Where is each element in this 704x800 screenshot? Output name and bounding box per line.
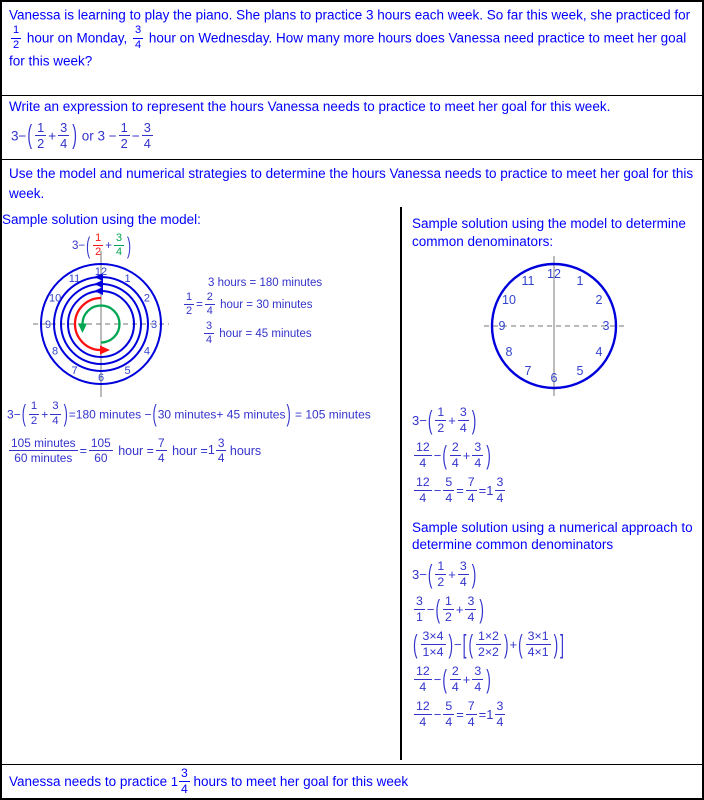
left-equation: 3−( $\frac{1}{2}$ + $\frac{3}{4}$ )=180 minutes −(30 minutes+ 45 minutes) = 105 minutes: [7, 399, 371, 428]
svg-text:10: 10: [48, 292, 62, 305]
svg-text:5: 5: [576, 364, 584, 379]
svg-text:7: 7: [524, 364, 532, 379]
right-model-heading: Sample solution using the model to determine common denominators:: [412, 216, 686, 249]
clock-model-area: [2, 259, 400, 399]
svg-text:1: 1: [124, 272, 131, 285]
solution-columns: [2, 207, 702, 760]
spiral-clock-diagram: [16, 247, 186, 401]
right-numeric-heading: Sample solution using a numerical approach to determine common denominators: [412, 519, 693, 553]
note-line: $\frac{3}{4}$ hour = 45 minutes: [206, 319, 312, 346]
right-equation: 3−( $\frac{1}{2}$ + $\frac{3}{4}$ ): [412, 405, 477, 436]
solutions-row: [2, 159, 702, 764]
right-equation: $\frac{12}{4}$ − $\frac{5}{4}$ = $\frac{7}{4}$ = 1 $\frac{3}{4}$: [416, 475, 504, 505]
svg-text:10: 10: [502, 293, 516, 308]
svg-text:2: 2: [595, 293, 603, 308]
right-equation: $\frac{12}{4}$ − $\frac{5}{4}$ = $\frac{7}{4}$ = 1 $\frac{3}{4}$: [416, 698, 504, 729]
svg-text:3: 3: [150, 318, 158, 331]
left-column-heading: Sample solution using the model:: [2, 212, 201, 228]
svg-text:4: 4: [143, 345, 150, 358]
solutions-header: Use the model and numerical strategies to determine the hours Vanessa needs to practice to meet her goal for this week.: [9, 166, 694, 201]
svg-text:11: 11: [68, 272, 81, 285]
svg-text:1: 1: [576, 274, 584, 289]
svg-text:6: 6: [550, 371, 558, 386]
svg-text:11: 11: [521, 274, 535, 289]
right-equation: ( $\frac{3\times 4}{1\times 4}$ )−[ ( $\frac{1\times 2}{2\times 2}$ )+( $\frac{3\times 1}{4\times 1}$ ) ]: [413, 628, 564, 659]
answer-text: Vanessa needs to practice 1 $\frac{3}{4}$ hours to meet her goal for this week: [9, 766, 409, 796]
answer-row: [2, 764, 702, 798]
svg-text:5: 5: [124, 364, 131, 377]
expression-row: [2, 95, 702, 159]
svg-text:12: 12: [94, 265, 108, 278]
left-expression-math: 3−( $\frac{1}{2}$ + $\frac{3}{4}$ ): [72, 231, 132, 259]
svg-text:3: 3: [602, 319, 610, 334]
right-equation: $\frac{12}{4}$ −( $\frac{2}{4}$ + $\frac{3}{4}$ ): [416, 440, 491, 471]
minute-conversion-notes: [182, 277, 394, 350]
svg-text:12: 12: [547, 267, 561, 282]
right-equation: 3−( $\frac{1}{2}$ + $\frac{3}{4}$ ): [412, 559, 477, 589]
expression-math: 3−( $\frac{1}{2}$ + $\frac{3}{4}$ ) or 3 − $\frac{1}{2}$ − $\frac{3}{4}$: [11, 120, 151, 152]
model-solution-column: [2, 207, 400, 760]
note-line: 3 hours = 180 minutes: [208, 276, 323, 289]
svg-text:8: 8: [52, 345, 59, 358]
denominator-solution-column: [400, 207, 702, 760]
problem-statement-row: [2, 2, 702, 95]
svg-text:9: 9: [498, 319, 506, 334]
right-equation: $\frac{3}{1}$ −( $\frac{1}{2}$ + $\frac{3}{4}$ ): [416, 593, 484, 624]
expression-prompt: Write an expression to represent the hours Vanessa needs to practice to meet her goal for this week.: [9, 99, 611, 114]
left-equation: $\frac{\text{105 minutes}}{\text{60 minutes}}$ = $\frac{105}{60}$ hour = $\frac{7}{4}$ hour = 1 $\frac{3}{4}$ hours: [11, 435, 262, 465]
clock-diagram: [469, 252, 639, 400]
svg-text:6: 6: [97, 371, 105, 384]
svg-text:8: 8: [505, 345, 513, 360]
svg-text:2: 2: [143, 292, 150, 305]
svg-text:9: 9: [44, 318, 52, 331]
svg-text:4: 4: [595, 345, 603, 360]
problem-text: Vanessa is learning to play the piano. She plans to practice 3 hours each week. So far this week, she practiced for $\frac{1}{2}$ hour on Monday, $\frac{3}{4}$ hour on Wednesday. How many more hours does Vanessa need practice to meet her goal for this week?: [9, 7, 691, 70]
right-equation: $\frac{12}{4}$ −( $\frac{2}{4}$ + $\frac{3}{4}$ ): [416, 663, 491, 694]
svg-text:7: 7: [71, 364, 78, 377]
note-line: $\frac{1}{2}$ = $\frac{2}{4}$ hour = 30 minutes: [186, 290, 313, 318]
